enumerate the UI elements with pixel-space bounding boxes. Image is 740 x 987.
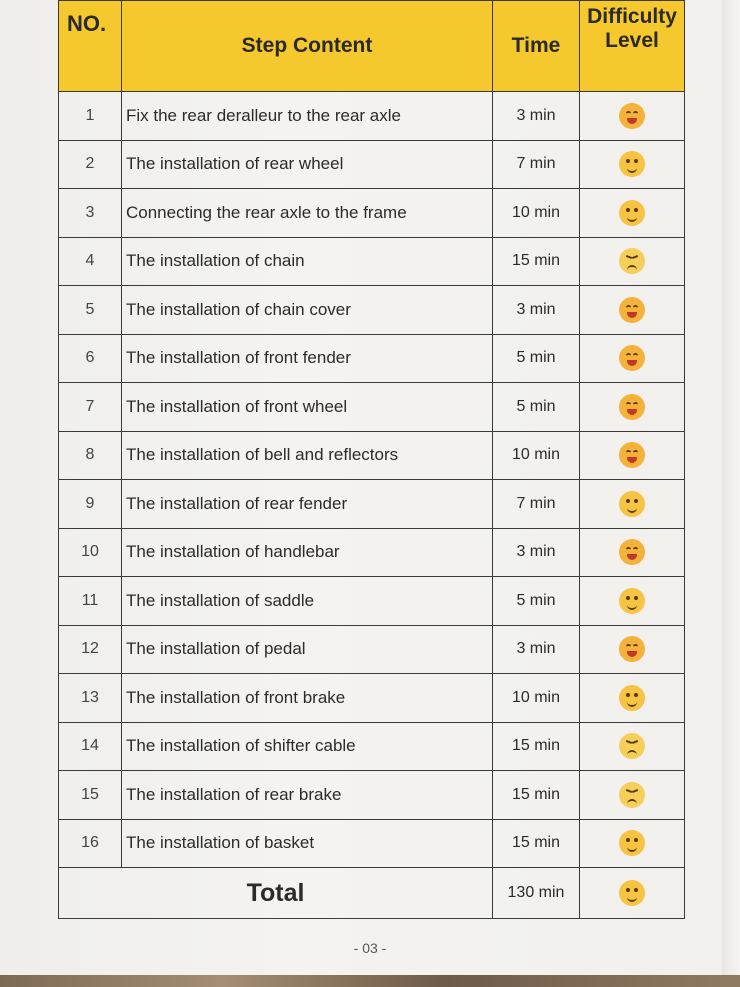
grinning-face-icon [619, 297, 645, 323]
table-row [59, 722, 685, 771]
table-header-row [59, 1, 685, 92]
assembly-steps-table [58, 0, 685, 919]
step-number: 3 [59, 189, 122, 238]
neutral-smile-face-icon [619, 200, 645, 226]
table-row [59, 334, 685, 383]
table-row [59, 286, 685, 335]
step-time: 5 min [493, 334, 580, 383]
table-row [59, 140, 685, 189]
frowning-face-icon [619, 782, 645, 808]
step-difficulty [580, 383, 685, 432]
step-content: The installation of front fender [122, 334, 493, 383]
header-no: NO. [59, 1, 122, 92]
neutral-smile-face-icon [619, 151, 645, 177]
step-number: 16 [59, 819, 122, 868]
grinning-face-icon [619, 636, 645, 662]
step-content: The installation of pedal [122, 625, 493, 674]
step-content: The installation of rear wheel [122, 140, 493, 189]
background-edge [722, 0, 740, 975]
step-difficulty [580, 722, 685, 771]
step-number: 11 [59, 577, 122, 626]
step-difficulty [580, 819, 685, 868]
frowning-face-icon [619, 733, 645, 759]
step-time: 15 min [493, 771, 580, 820]
grinning-face-icon [619, 394, 645, 420]
table-row [59, 237, 685, 286]
step-content: Connecting the rear axle to the frame [122, 189, 493, 238]
step-time: 15 min [493, 819, 580, 868]
table-row [59, 383, 685, 432]
step-difficulty [580, 771, 685, 820]
page-number: - 03 - [353, 940, 387, 956]
grinning-face-icon [619, 442, 645, 468]
total-row [59, 868, 685, 919]
step-difficulty [580, 92, 685, 141]
table-row [59, 771, 685, 820]
step-difficulty [580, 140, 685, 189]
step-content: The installation of rear brake [122, 771, 493, 820]
background-floor [0, 975, 740, 987]
step-time: 10 min [493, 674, 580, 723]
header-difficulty-level: Difficulty Level [580, 1, 685, 92]
step-number: 15 [59, 771, 122, 820]
step-number: 5 [59, 286, 122, 335]
step-number: 14 [59, 722, 122, 771]
step-number: 12 [59, 625, 122, 674]
step-difficulty [580, 189, 685, 238]
step-content: The installation of handlebar [122, 528, 493, 577]
step-time: 3 min [493, 286, 580, 335]
neutral-smile-face-icon [619, 588, 645, 614]
step-number: 10 [59, 528, 122, 577]
step-content: The installation of basket [122, 819, 493, 868]
step-difficulty [580, 431, 685, 480]
step-content: The installation of rear fender [122, 480, 493, 529]
step-difficulty [580, 528, 685, 577]
step-time: 15 min [493, 722, 580, 771]
step-time: 3 min [493, 625, 580, 674]
neutral-smile-face-icon [619, 880, 645, 906]
step-content: The installation of chain [122, 237, 493, 286]
neutral-smile-face-icon [619, 685, 645, 711]
header-time: Time [493, 1, 580, 92]
step-number: 2 [59, 140, 122, 189]
step-content: The installation of shifter cable [122, 722, 493, 771]
step-time: 10 min [493, 189, 580, 238]
table-row [59, 625, 685, 674]
step-difficulty [580, 334, 685, 383]
table-row [59, 528, 685, 577]
grinning-face-icon [619, 103, 645, 129]
step-content: Fix the rear deralleur to the rear axle [122, 92, 493, 141]
total-time: 130 min [493, 868, 580, 919]
table-row [59, 480, 685, 529]
step-time: 5 min [493, 577, 580, 626]
step-content: The installation of chain cover [122, 286, 493, 335]
table-row [59, 189, 685, 238]
total-difficulty [580, 868, 685, 919]
step-difficulty [580, 286, 685, 335]
step-difficulty [580, 237, 685, 286]
table-row [59, 577, 685, 626]
step-difficulty [580, 480, 685, 529]
step-content: The installation of saddle [122, 577, 493, 626]
step-difficulty [580, 577, 685, 626]
step-difficulty [580, 674, 685, 723]
header-step-content: Step Content [122, 1, 493, 92]
neutral-smile-face-icon [619, 830, 645, 856]
step-content: The installation of front wheel [122, 383, 493, 432]
neutral-smile-face-icon [619, 491, 645, 517]
step-content: The installation of bell and reflectors [122, 431, 493, 480]
step-number: 7 [59, 383, 122, 432]
table-row [59, 674, 685, 723]
step-number: 9 [59, 480, 122, 529]
total-label: Total [59, 868, 493, 919]
step-number: 6 [59, 334, 122, 383]
grinning-face-icon [619, 345, 645, 371]
step-number: 4 [59, 237, 122, 286]
step-time: 5 min [493, 383, 580, 432]
step-number: 1 [59, 92, 122, 141]
table-row [59, 819, 685, 868]
step-content: The installation of front brake [122, 674, 493, 723]
step-number: 13 [59, 674, 122, 723]
frowning-face-icon [619, 248, 645, 274]
step-time: 7 min [493, 480, 580, 529]
step-time: 7 min [493, 140, 580, 189]
grinning-face-icon [619, 539, 645, 565]
table-row [59, 431, 685, 480]
step-number: 8 [59, 431, 122, 480]
step-time: 15 min [493, 237, 580, 286]
table-row [59, 92, 685, 141]
step-time: 3 min [493, 528, 580, 577]
step-time: 10 min [493, 431, 580, 480]
step-time: 3 min [493, 92, 580, 141]
step-difficulty [580, 625, 685, 674]
